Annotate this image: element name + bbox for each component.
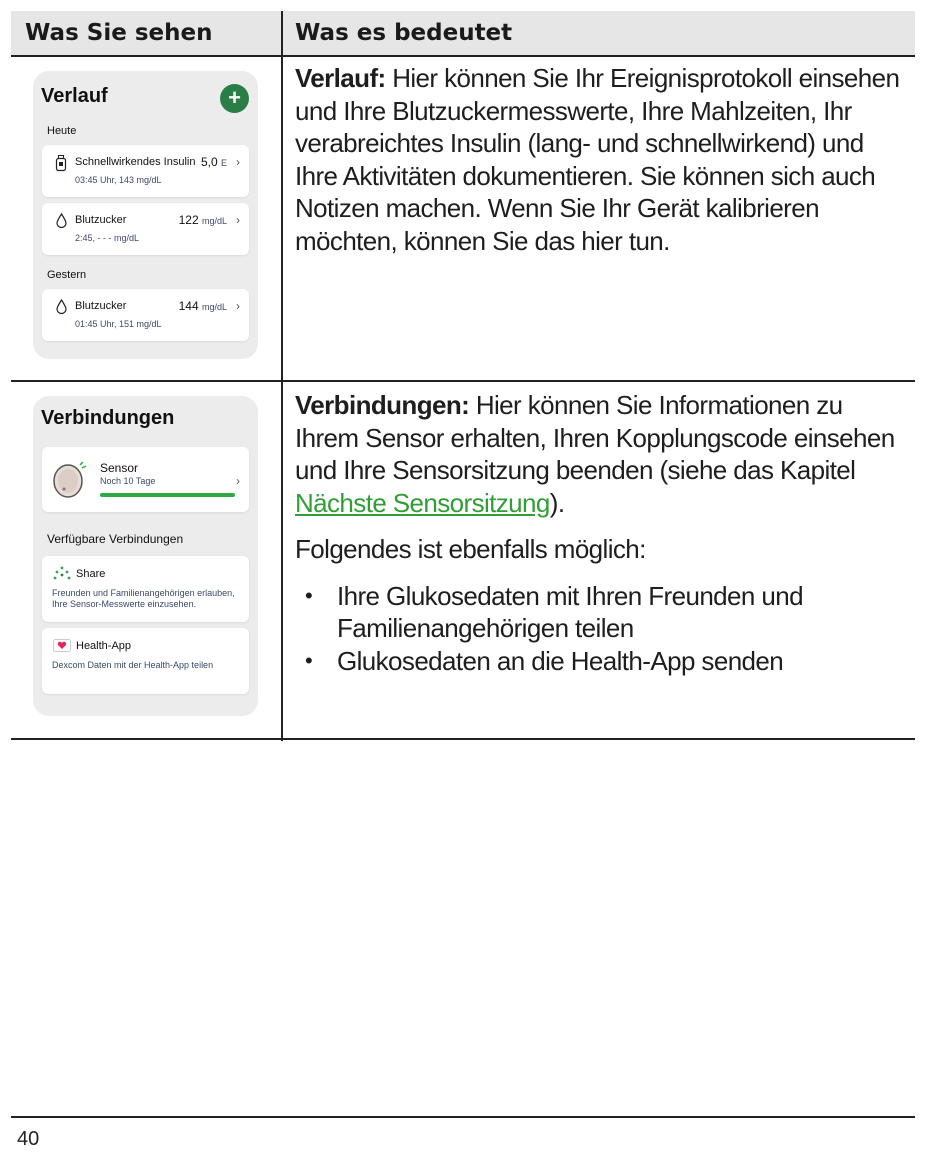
table-bottom-rule bbox=[11, 738, 915, 740]
entry-subtitle: 01:45 Uhr, 151 mg/dL bbox=[75, 319, 162, 329]
chevron-right-icon: › bbox=[236, 155, 240, 169]
entry-title: Schnellwirkendes Insulin bbox=[75, 156, 196, 168]
drop-icon bbox=[56, 299, 67, 314]
share-description: Freunden und Familienangehörigen erlauben, Ihre Sensor-Messwerte einzusehen. bbox=[52, 588, 235, 609]
plus-icon[interactable]: + bbox=[220, 84, 249, 113]
row-divider bbox=[11, 380, 915, 382]
term-verlauf: Verlauf: bbox=[295, 63, 386, 93]
available-connections-label: Verfügbare Verbindungen bbox=[47, 532, 184, 546]
also-possible: Folgendes ist ebenfalls möglich: bbox=[295, 534, 646, 564]
sensor-icon bbox=[52, 459, 88, 499]
column-header-see: Was Sie sehen bbox=[25, 20, 213, 46]
column-divider bbox=[281, 11, 283, 741]
verbindungen-text-end: ). bbox=[549, 487, 565, 518]
insulin-pen-icon bbox=[55, 155, 67, 172]
verlauf-text: Hier können Sie Ihr Ereignisprotokoll einsehen und Ihre Blutzuckermesswerte, Ihre Mahlzeiten, Ihr verabreichtes Insulin (lang- und schnellwirkend) und Ihre Aktivitäten dokumentieren. Sie können sich auch Notizen machen. Wenn Sie Ihr Gerät kalibrieren möchten, können Sie das hier tun. bbox=[295, 63, 900, 256]
sensor-remaining: Noch 10 Tage bbox=[100, 476, 156, 486]
section-today: Heute bbox=[47, 125, 77, 137]
heart-icon bbox=[53, 639, 71, 652]
screen-title: Verlauf bbox=[41, 85, 108, 107]
entry-value: 122 mg/dL bbox=[178, 213, 227, 227]
sensor-label: Sensor bbox=[100, 461, 139, 475]
entry-title: Blutzucker bbox=[75, 214, 127, 226]
list-item[interactable] bbox=[42, 145, 249, 197]
chevron-right-icon: › bbox=[236, 299, 240, 313]
chevron-right-icon: › bbox=[236, 474, 240, 488]
drop-icon bbox=[56, 213, 67, 228]
health-app-description: Dexcom Daten mit der Health-App teilen bbox=[52, 660, 214, 670]
entry-subtitle: 03:45 Uhr, 143 mg/dL bbox=[75, 175, 162, 185]
chevron-right-icon: › bbox=[236, 213, 240, 227]
share-card[interactable] bbox=[42, 556, 249, 622]
footer-rule bbox=[11, 1116, 915, 1118]
next-sensor-session-link[interactable]: Nächste Sensorsitzung bbox=[295, 487, 550, 518]
entry-subtitle: 2:45, - - - mg/dL bbox=[75, 233, 140, 243]
section-yesterday: Gestern bbox=[47, 269, 87, 281]
verbindungen-text: Hier können Sie Informationen zu Ihrem Sensor erhalten, Ihren Kopplungscode einsehen und Ihre Sensorsitzung beenden (siehe das Kapitel bbox=[295, 390, 895, 485]
verlauf-description bbox=[295, 62, 910, 257]
list-item[interactable] bbox=[42, 289, 249, 341]
list-item: • Ihre Glukosedaten mit Ihren Freunden und Familienangehörigen teilen bbox=[295, 580, 910, 645]
page-number: 40 bbox=[17, 1128, 40, 1150]
entry-value: 5,0 E bbox=[200, 155, 227, 169]
table-header bbox=[11, 11, 915, 57]
verlauf-screen bbox=[33, 71, 258, 359]
bullet-list bbox=[295, 580, 910, 678]
list-item[interactable] bbox=[42, 203, 249, 255]
verbindungen-screen bbox=[33, 396, 258, 716]
column-header-meaning: Was es bedeutet bbox=[295, 20, 513, 46]
share-icon bbox=[53, 566, 71, 580]
health-app-title: Health-App bbox=[76, 640, 132, 652]
sensor-progress-bar bbox=[100, 493, 235, 497]
term-verbindungen: Verbindungen: bbox=[295, 390, 470, 420]
entry-value: 144 mg/dL bbox=[178, 299, 227, 313]
screen-title: Verbindungen bbox=[41, 407, 175, 429]
list-item: • Glukosedaten an die Health-App senden bbox=[295, 645, 910, 678]
entry-title: Blutzucker bbox=[75, 300, 127, 312]
health-app-card[interactable] bbox=[42, 628, 249, 694]
share-title: Share bbox=[76, 568, 106, 580]
verbindungen-description bbox=[295, 389, 910, 677]
sensor-card[interactable] bbox=[42, 447, 249, 512]
